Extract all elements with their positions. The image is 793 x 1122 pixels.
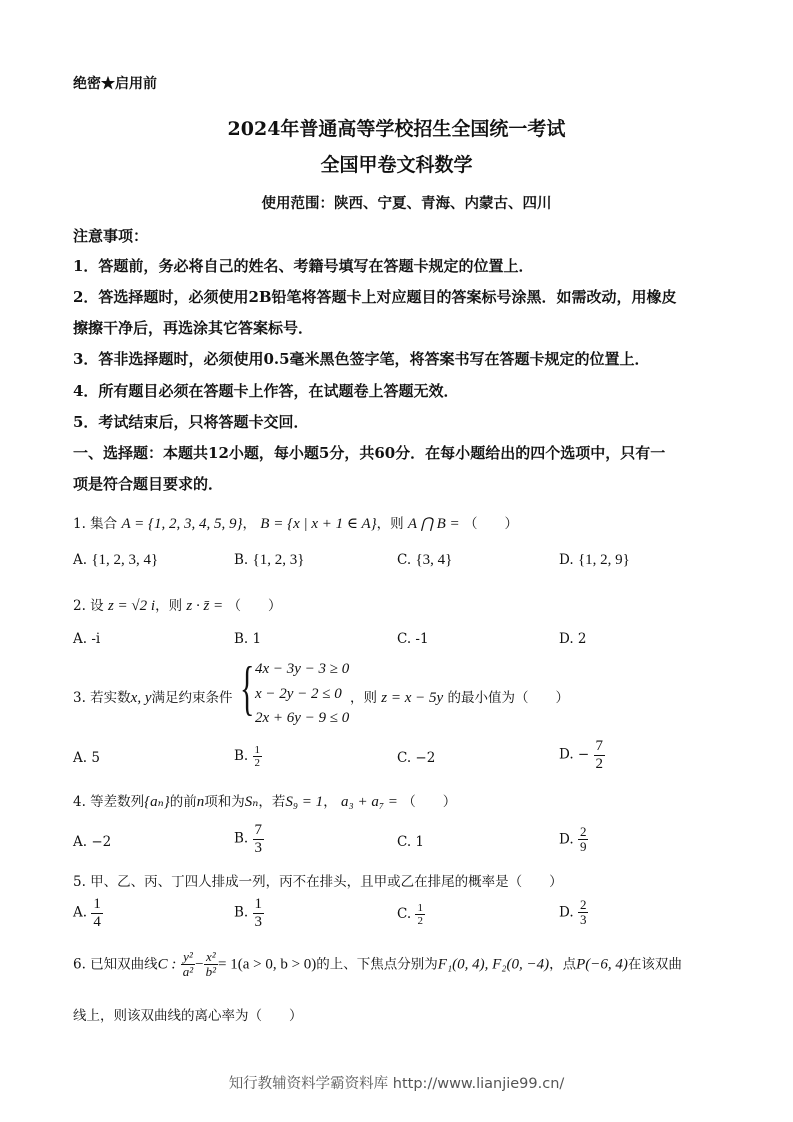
question-6 — [73, 950, 682, 980]
q2-prefix: 2. 设 — [73, 598, 104, 614]
q3-tail: 的最小值为（ ） — [447, 690, 569, 706]
question-6-cont: 线上，则该双曲线的离心率为（ ） — [73, 1008, 303, 1024]
note-item: 2．答选择题时，必须使用2B铅笔将答题卡上对应题目的答案标号涂黑．如需改动，用橡皮 — [73, 288, 677, 306]
q2-expression: z · z̄ = — [186, 598, 224, 614]
q6-point: P(−6, 4) — [576, 956, 628, 973]
q2-paren: （ ） — [227, 598, 282, 614]
option-label: B. — [234, 830, 249, 847]
q5-option-c — [397, 902, 425, 927]
q1-option-c — [397, 552, 452, 569]
option-label: A. — [73, 552, 88, 568]
q3-option-c: C. −2 — [397, 750, 436, 766]
q4-option-b — [234, 822, 264, 856]
fraction-denominator: b² — [205, 964, 216, 980]
q6-text: ，点 — [549, 956, 577, 973]
q5-option-b — [234, 896, 264, 930]
note-item: 1．答题前，务必将自己的姓名、考籍号填写在答题卡规定的位置上． — [73, 257, 534, 275]
option-label: B. — [234, 904, 249, 921]
q6-foci: F₁(0, 4), F₂(0, −4) — [437, 956, 550, 973]
q1-prefix: 1. 集合 — [73, 516, 118, 532]
footer-watermark: 知行教辅资料学霸资料库 http://www.lianjie99.cn/ — [228, 1076, 565, 1092]
q3-option-d — [559, 738, 605, 772]
option-label: D. − — [559, 746, 590, 763]
q4-option-c: C. 1 — [397, 834, 425, 850]
fraction-denominator: a² — [182, 964, 194, 980]
notes-heading: 注意事项： — [73, 227, 149, 245]
question-2 — [73, 594, 281, 615]
question-5: 5. 甲、乙、丙、丁四人排成一列，丙不在排头，且甲或乙在排尾的概率是（ ） — [73, 874, 563, 890]
option-label: A. — [73, 904, 88, 921]
fraction-numerator: 2 — [579, 824, 587, 839]
q3-mid: 满足约束条件 — [151, 690, 233, 706]
constraint-1: 4x − 3y − 3 ≥ 0 — [255, 661, 350, 677]
q4-paren: （ ） — [402, 794, 457, 810]
fraction-denominator: 3 — [254, 839, 263, 856]
fraction-numerator: 1 — [417, 902, 423, 914]
section-heading-cont: 项是符合题目要求的． — [73, 475, 224, 493]
fraction-denominator: 4 — [93, 913, 101, 930]
q4-sn: Sₙ — [244, 794, 259, 810]
fraction-numerator: y² — [181, 950, 195, 965]
q3-post: ，则 — [350, 690, 377, 706]
constraint-2: x − 2y − 2 ≤ 0 — [255, 686, 342, 702]
q2-option-a: A. -i — [73, 631, 101, 647]
section-heading: 一、选择题：本题共12小题，每小题5分，共60分．在每小题给出的四个选项中，只有一 — [73, 444, 666, 462]
q6-curve-name: C : — [157, 956, 177, 973]
fraction-denominator: 3 — [254, 913, 263, 930]
exam-title: 2024年普通高等学校招生全国统一考试 — [227, 118, 566, 140]
q4-option-d — [559, 825, 588, 855]
q1-expression: A ⋂ B = — [407, 516, 460, 532]
question-4 — [73, 790, 456, 811]
q4-prefix: 4. 等差数列 — [73, 794, 145, 810]
fraction-denominator: 2 — [254, 757, 261, 770]
option-label: D. — [559, 552, 574, 568]
q1-post: ，则 — [376, 516, 404, 532]
fraction-numerator: 7 — [254, 822, 263, 838]
fraction-numerator: 1 — [254, 744, 261, 756]
q1-option-a — [73, 552, 158, 569]
option-label: C. — [397, 552, 412, 568]
q2-z-def: z = √2 i — [107, 598, 156, 614]
question-1 — [73, 512, 518, 533]
q2-post: ，则 — [155, 598, 183, 614]
q6-text: 在该双曲 — [627, 956, 682, 973]
q4-text: 的前 — [169, 794, 197, 810]
fraction-denominator: 9 — [579, 839, 587, 855]
fraction-numerator: 2 — [579, 897, 587, 912]
q3-z-expr: z = x − 5y — [381, 690, 444, 706]
fraction-denominator: 3 — [579, 912, 587, 928]
q4-s9: S₉ = 1 — [285, 794, 324, 810]
q4-expression: a₃ + a₇ = — [340, 794, 398, 810]
option-label: D. — [559, 904, 574, 921]
option-value: {1, 2, 9} — [577, 552, 630, 568]
q4-option-a: A. −2 — [73, 834, 112, 850]
option-label: C. — [397, 906, 412, 923]
q2-option-c: C. -1 — [397, 631, 429, 647]
option-label: B. — [234, 552, 249, 568]
q1-set-b: B = {x | x + 1 ∈ A} — [260, 516, 377, 532]
constraint-3: 2x + 6y − 9 ≤ 0 — [255, 710, 350, 726]
confidential-label: 绝密★启用前 — [73, 76, 157, 92]
q5-option-a — [73, 896, 103, 930]
q6-text: 的上、下焦点分别为 — [316, 956, 438, 973]
q4-text: ， — [323, 794, 337, 810]
fraction-numerator: x² — [204, 950, 218, 965]
minus-sign: − — [195, 956, 204, 973]
option-value: {3, 4} — [415, 552, 453, 568]
q1-set-a: A = {1, 2, 3, 4, 5, 9} — [121, 516, 243, 532]
q6-equation-rhs: = 1(a > 0, b > 0) — [218, 956, 317, 973]
note-item: 5．考试结束后，只将答题卡交回． — [73, 413, 309, 431]
constraint-brace: { — [240, 655, 255, 721]
usage-scope: 使用范围：陕西、宁夏、青海、内蒙古、四川 — [261, 195, 552, 212]
exam-subtitle: 全国甲卷文科数学 — [320, 154, 473, 176]
fraction-denominator: 2 — [417, 915, 423, 928]
fraction-numerator: 1 — [254, 896, 263, 912]
q4-text: ，若 — [258, 794, 286, 810]
note-item: 3．答非选择题时，必须使用0.5毫米黑色签字笔，将答案书写在答题卡规定的位置上． — [73, 350, 650, 368]
question-3 — [73, 686, 233, 707]
q2-option-b: B. 1 — [234, 631, 262, 647]
option-value: {1, 2, 3} — [252, 552, 305, 568]
q3-option-a: A. 5 — [73, 750, 100, 766]
q2-option-d: D. 2 — [559, 631, 587, 647]
q1-paren: （ ） — [463, 516, 518, 532]
fraction-numerator: 7 — [595, 738, 604, 754]
q3-vars: x, y — [130, 690, 152, 706]
q3-objective — [350, 686, 569, 707]
q6-prefix: 6. 已知双曲线 — [73, 956, 158, 973]
note-item: 擦擦干净后，再选涂其它答案标号． — [73, 319, 314, 337]
q4-n: n — [196, 794, 205, 810]
note-item: 4．所有题目必须在答题卡上作答，在试题卷上答题无效． — [73, 382, 459, 400]
option-label: D. — [559, 831, 574, 848]
option-label: B. — [234, 748, 249, 765]
q1-option-d — [559, 552, 630, 569]
q1-comma: ， — [242, 516, 256, 532]
fraction-denominator: 2 — [595, 755, 604, 772]
fraction-numerator: 1 — [93, 896, 101, 912]
q1-option-b — [234, 552, 304, 569]
option-value: {1, 2, 3, 4} — [91, 552, 159, 568]
q3-prefix: 3. 若实数 — [73, 690, 131, 706]
q5-option-d — [559, 898, 588, 928]
q4-sequence: {aₙ} — [144, 794, 170, 810]
q4-text: 项和为 — [204, 794, 245, 810]
q3-option-b — [234, 744, 262, 769]
